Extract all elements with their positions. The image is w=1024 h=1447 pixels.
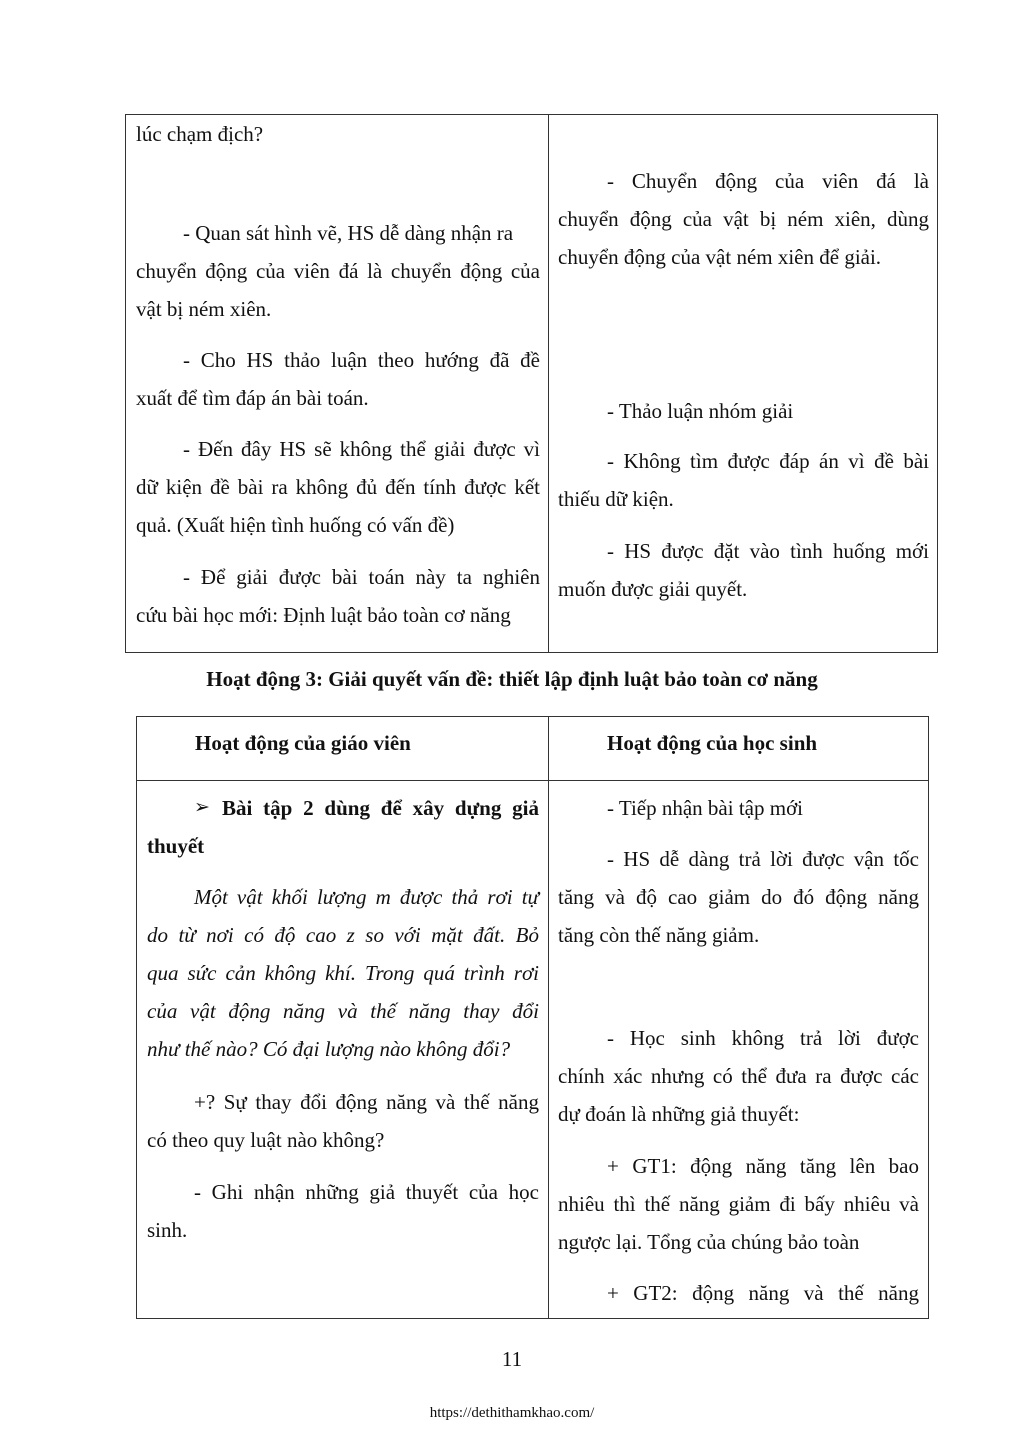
teacher-text-line: cứu bài học mới: Định luật bảo toàn cơ năng (136, 603, 511, 627)
student-text-line: - HS dễ dàng trả lời được vận tốc (607, 847, 919, 871)
teacher-text-line: sinh. (147, 1218, 188, 1242)
student-text-line: chuyển động của vật ném xiên để giải. (558, 245, 882, 269)
exercise-text-line: của vật động năng và thế năng thay đổi (147, 999, 539, 1023)
student-text-line: - Học sinh không trả lời được (607, 1026, 919, 1050)
exercise-text-line: qua sức cản không khí. Trong quá trình rơi (147, 961, 539, 985)
activity-table (136, 716, 929, 1319)
teacher-text-line: - Quan sát hình vẽ, HS dễ dàng nhận ra (183, 221, 514, 245)
teacher-text-line: có theo quy luật nào không? (147, 1128, 385, 1152)
student-text-line: tăng còn thế năng giảm. (558, 923, 760, 947)
teacher-text-line: lúc chạm địch? (136, 122, 264, 146)
page-number: 11 (501, 1347, 523, 1371)
student-text-line: - HS được đặt vào tình huống mới (607, 539, 929, 563)
teacher-text-line: - Cho HS thảo luận theo hướng đã đề (183, 348, 540, 372)
footer-url[interactable]: https://dethithamkhao.com/ (429, 1405, 595, 1421)
student-text-line: chuyển động của vật bị ném xiên, dùng (558, 207, 929, 231)
section-heading: Hoạt động 3: Giải quyết vấn đề: thiết lập định luật bảo toàn cơ năng (206, 667, 818, 691)
exercise-text-line: như thế nào? Có đại lượng nào không đổi? (147, 1037, 511, 1061)
student-text-line: nhiêu thì thế năng giảm đi bấy nhiêu và (558, 1192, 919, 1216)
student-text-line: - Chuyển động của viên đá là (607, 169, 929, 193)
continuation-table (125, 114, 938, 653)
teacher-text-line: chuyển động của viên đá là chuyển động của (136, 259, 540, 283)
teacher-text-line: xuất để tìm đáp án bài toán. (136, 386, 369, 410)
student-text-line: - Tiếp nhận bài tập mới (607, 796, 804, 820)
teacher-text-line: quả. (Xuất hiện tình huống có vấn đề) (136, 513, 455, 537)
student-text-line: + GT2: động năng và thế năng (607, 1281, 919, 1305)
student-text-line: tăng và độ cao giảm do đó động năng (558, 885, 919, 909)
student-text-line: - Không tìm được đáp án vì đề bài (607, 449, 929, 473)
student-text-line: chính xác nhưng có thể đưa ra được các (558, 1064, 919, 1088)
header-teacher: Hoạt động của giáo viên (195, 731, 411, 755)
exercise-title-line: thuyết (147, 834, 205, 858)
teacher-text-line: - Để giải được bài toán này ta nghiên (183, 565, 540, 589)
teacher-text-line: - Ghi nhận những giả thuyết của học (194, 1180, 539, 1204)
teacher-text-line: dữ kiện đề bài ra không đủ đến tính được kết (136, 475, 540, 499)
student-text-line: ngược lại. Tổng của chúng bảo toàn (558, 1230, 860, 1254)
column-divider (548, 115, 549, 652)
teacher-text-line: - Đến đây HS sẽ không thể giải được vì (183, 437, 540, 461)
student-text-line: - Thảo luận nhóm giải (607, 399, 794, 423)
student-text-line: muốn được giải quyết. (558, 577, 748, 601)
exercise-title-line: Bài tập 2 dùng để xây dựng giả (222, 796, 539, 820)
teacher-text-line: vật bị ném xiên. (136, 297, 272, 321)
student-text-line: thiếu dữ kiện. (558, 487, 674, 511)
header-student: Hoạt động của học sinh (607, 731, 818, 755)
student-text-line: dự đoán là những giả thuyết: (558, 1102, 800, 1126)
student-text-line: + GT1: động năng tăng lên bao (607, 1154, 919, 1178)
exercise-text-line: do từ nơi có độ cao z so với mặt đất. Bỏ (147, 923, 539, 947)
exercise-text-line: Một vật khối lượng m được thả rơi tự (194, 885, 539, 909)
arrow-bullet-icon: ➢ (194, 797, 210, 818)
column-divider (548, 717, 549, 1318)
teacher-text-line: +? Sự thay đổi động năng và thế năng (194, 1090, 539, 1114)
header-divider (137, 780, 928, 781)
